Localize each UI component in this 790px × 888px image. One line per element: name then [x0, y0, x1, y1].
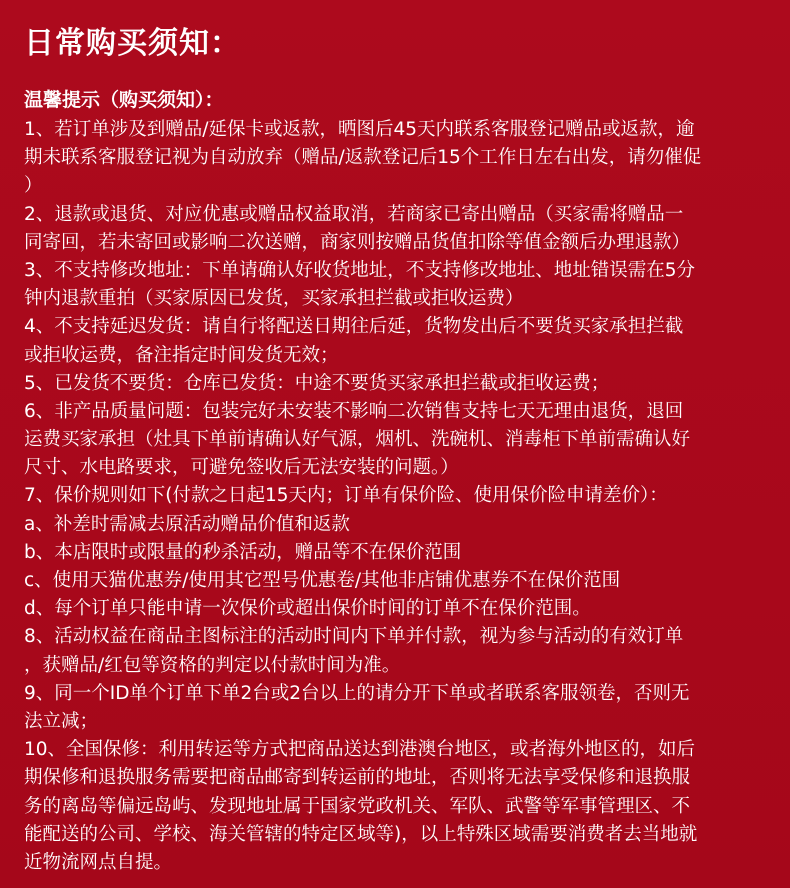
page-title: 日常购买须知：: [24, 26, 241, 61]
page-subtitle: 温馨提示（购买须知）：: [24, 89, 224, 111]
rule-line: b、本店限时或限量的秒杀活动，赠品等不在保价范围: [24, 541, 462, 563]
rule-line: 期保修和退换服务需要把商品邮寄到转运前的地址，否则将无法享受保修和退换服: [24, 767, 691, 789]
rule-line: 2、退款或退货、对应优惠或赠品权益取消，若商家已寄出赠品（买家需将赠品一: [24, 203, 684, 225]
rule-line: 期未联系客服登记视为自动放弃（赠品/返款登记后15个工作日左右出发，请勿催促: [24, 147, 702, 169]
rule-line: ，获赠品/红包等资格的判定以付款时间为准。: [24, 654, 401, 676]
rules-list: [24, 116, 774, 877]
rule-line: 运费买家承担（灶具下单前请确认好气源，烟机、洗碗机、消毒柜下单前需确认好: [24, 429, 691, 451]
rule-line: 7、保价规则如下(付款之日起15天内；订单有保价险、使用保价险申请差价）：: [24, 485, 668, 507]
rule-line: 法立减；: [24, 710, 99, 732]
rule-line: 务的离岛等偏远岛屿、发现地址属于国家党政机关、军队、武警等军事管理区、不: [24, 795, 691, 817]
rule-line: 尺寸、水电路要求，可避免签收后无法安装的问题。）: [24, 457, 459, 479]
rule-line: c、使用天猫优惠券/使用其它型号优惠卷/其他非店铺优惠券不在保价范围: [24, 570, 621, 591]
rule-line: 3、不支持修改地址：下单请确认好收货地址，不支持修改地址、地址错误需在5分: [24, 259, 696, 281]
rule-line: d、每个订单只能申请一次保价或超出保价时间的订单不在保价范围。: [24, 598, 591, 620]
rule-line: 4、不支持延迟发货：请自行将配送日期往后延，货物发出后不要货买家承担拦截: [24, 316, 684, 338]
rule-line: 或拒收运费，备注指定时间发货无效；: [24, 344, 339, 366]
rule-line: 9、同一个ID单个订单下单2台或2台以上的请分开下单或者联系客服领卷，否则无: [24, 682, 690, 704]
rule-line: 6、非产品质量问题：包装完好未安装不影响二次销售支持七天无理由退货，退回: [24, 400, 684, 422]
rule-line: 同寄回，若未寄回或影响二次送赠，商家则按赠品货值扣除等值金额后办理退款）: [24, 231, 691, 253]
rule-line: ）: [24, 175, 43, 197]
rule-line: 5、已发货不要货：仓库已发货：中途不要货买家承担拦截或拒收运费；: [24, 372, 610, 394]
rule-line: 10、全国保修：利用转运等方式把商品送达到港澳台地区，或者海外地区的，如后: [24, 739, 696, 761]
rule-line: 能配送的公司、学校、海关管辖的特定区域等)，以上特殊区域需要消费者去当地就: [24, 823, 698, 845]
rule-line: 1、若订单涉及到赠品/延保卡或返款，晒图后45天内联系客服登记赠品或返款，逾: [24, 119, 695, 140]
rule-line: 钟内退款重拍（买家原因已发货，买家承担拦截或拒收运费）: [24, 288, 524, 310]
rule-line: 8、活动权益在商品主图标注的活动时间内下单并付款，视为参与活动的有效订单: [24, 626, 684, 648]
rule-line: 近物流网点自提。: [24, 851, 173, 873]
rule-line: a、补差时需减去原活动赠品价值和返款: [24, 513, 350, 535]
